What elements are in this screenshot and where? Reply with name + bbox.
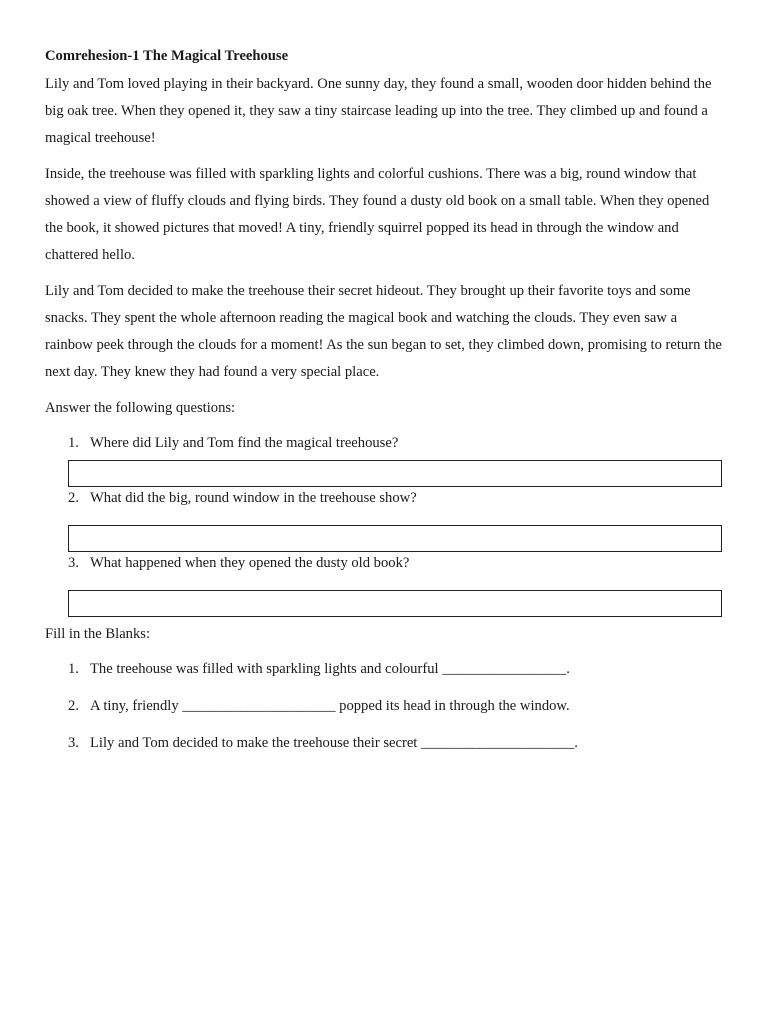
fill-text: A tiny, friendly _____________________ popped its head in through the window. xyxy=(90,698,570,714)
story-paragraph-3: Lily and Tom decided to make the treehouse their secret hideout. They brought up their favorite toys and some snacks. They spent the whole afternoon reading the magical book and watching the clouds. They even saw a rainbow peek through the clouds for a moment! As the sun began to set, they climbed down, promising to return the next day. They knew they had found a very special place. xyxy=(45,283,722,380)
questions-list xyxy=(45,432,725,617)
story-paragraph-2: Inside, the treehouse was filled with sparkling lights and colorful cushions. There was a big, round window that showed a view of fluffy clouds and flying birds. They found a dusty old book on a small table. When they opened the book, it showed pictures that moved! A tiny, friendly squirrel popped its head in through the window and chattered hello. xyxy=(45,166,710,263)
worksheet-page xyxy=(45,45,725,769)
question-number: 3. xyxy=(68,555,79,571)
fill-item-3 xyxy=(45,732,725,769)
fill-item-2 xyxy=(45,695,725,732)
answer-box-1[interactable] xyxy=(68,460,722,487)
question-text: What did the big, round window in the treehouse show? xyxy=(90,490,417,506)
question-3 xyxy=(45,552,725,574)
answer-box-3[interactable] xyxy=(68,590,722,617)
answer-box-2[interactable] xyxy=(68,525,722,552)
worksheet-title: Comrehesion-1 The Magical Treehouse xyxy=(45,48,289,64)
question-2 xyxy=(45,487,725,509)
question-1 xyxy=(45,432,725,454)
fill-blanks-heading: Fill in the Blanks: xyxy=(45,626,150,642)
question-number: 2. xyxy=(68,490,79,506)
questions-heading: Answer the following questions: xyxy=(45,400,236,416)
fill-number: 1. xyxy=(68,661,79,677)
question-text: Where did Lily and Tom find the magical treehouse? xyxy=(90,435,399,451)
fill-number: 2. xyxy=(68,698,79,714)
fill-text: Lily and Tom decided to make the treehouse their secret _____________________. xyxy=(90,735,578,751)
fill-blanks-list xyxy=(45,658,725,769)
fill-item-1 xyxy=(45,658,725,695)
fill-text: The treehouse was filled with sparkling lights and colourful _________________. xyxy=(90,661,570,677)
fill-number: 3. xyxy=(68,735,79,751)
question-text: What happened when they opened the dusty old book? xyxy=(90,555,410,571)
story-paragraph-1: Lily and Tom loved playing in their backyard. One sunny day, they found a small, wooden door hidden behind the big oak tree. When they opened it, they saw a tiny staircase leading up into the tree. They climbed up and found a magical treehouse! xyxy=(45,76,712,146)
question-number: 1. xyxy=(68,435,79,451)
